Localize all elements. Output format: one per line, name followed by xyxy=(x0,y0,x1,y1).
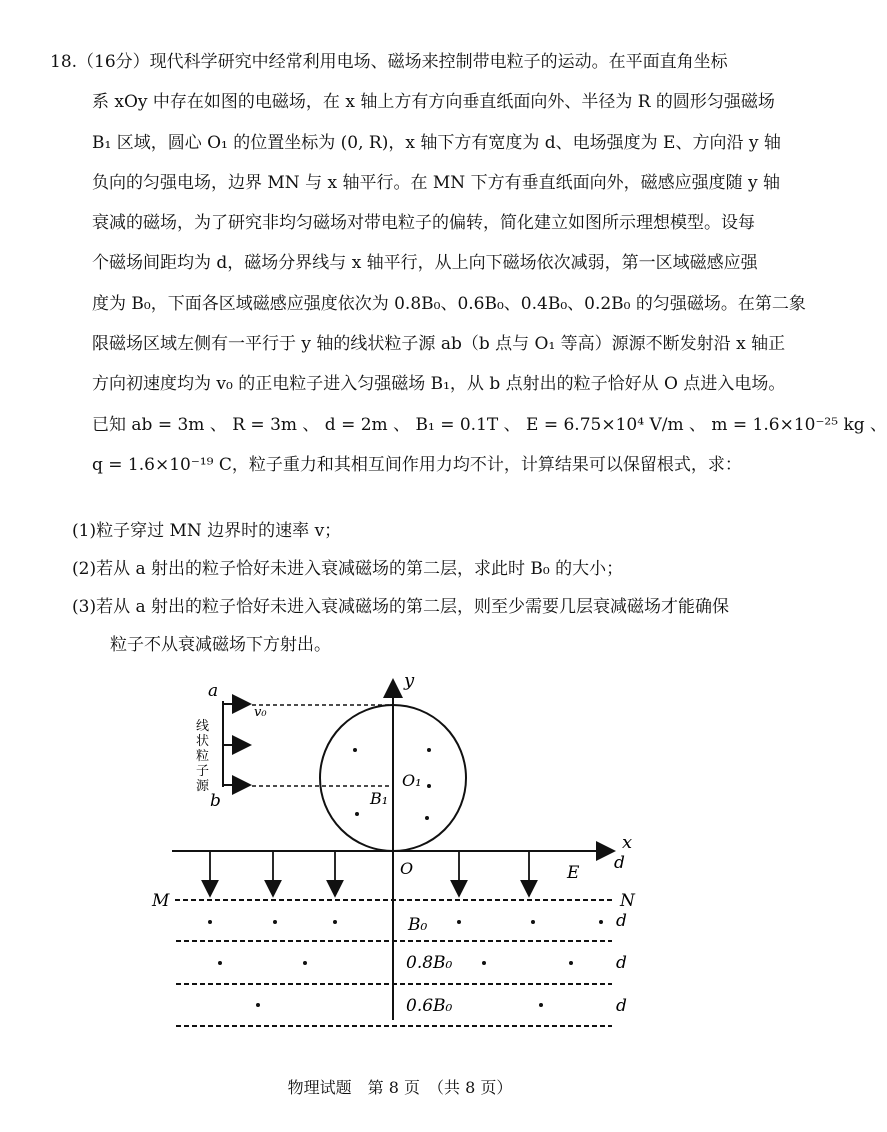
question-3: (3)若从 a 射出的粒子恰好未进入衰减磁场的第二层，则至少需要几层衰减磁场才能确保 xyxy=(72,597,730,617)
center-label: O₁ xyxy=(402,771,422,790)
field-dot xyxy=(427,784,431,788)
field-dot xyxy=(425,816,429,820)
y-axis-label: y xyxy=(404,670,415,691)
field-dot xyxy=(218,961,222,965)
m-label: M xyxy=(152,891,170,911)
problem-line: 系 xOy 中存在如图的电磁场，在 x 轴上方有方向垂直纸面向外、半径为 R 的圆形匀强磁场 xyxy=(92,92,775,113)
problem-line: q = 1.6×10⁻¹⁹ C，粒子重力和其相互间作用力均不计，计算结果可以保留根式，求： xyxy=(92,454,742,475)
x-axis-label: x xyxy=(622,832,633,853)
source-label: 线 状 粒 子 源 xyxy=(196,719,210,794)
layer-label: B₀ xyxy=(408,915,428,935)
question-3-continued: 粒子不从衰减磁场下方射出。 xyxy=(110,635,331,655)
d-label: d xyxy=(616,953,627,973)
point-a-label: a xyxy=(208,681,219,701)
problem-line: 负向的匀强电场，边界 MN 与 x 轴平行。在 MN 下方有垂直纸面向外，磁感应强度随 y 轴 xyxy=(92,172,780,193)
e-field-label: E xyxy=(567,863,580,883)
d-label: d xyxy=(616,996,627,1016)
d-label: d xyxy=(614,853,625,873)
field-dot xyxy=(482,961,486,965)
field-dot xyxy=(599,920,603,924)
origin-label: O xyxy=(400,859,414,878)
field-dot xyxy=(539,1003,543,1007)
d-label: d xyxy=(616,911,627,931)
question-1: (1)粒子穿过 MN 边界时的速率 v； xyxy=(72,521,342,541)
problem-line: 衰减的磁场，为了研究非均匀磁场对带电粒子的偏转，简化建立如图所示理想模型。设每 xyxy=(92,213,755,234)
field-dot xyxy=(427,748,431,752)
problem-line: B₁ 区域，圆心 O₁ 的位置坐标为 (0, R)，x 轴下方有宽度为 d、电场强度为 E、方向沿 y 轴 xyxy=(92,132,781,153)
v0-label: v₀ xyxy=(254,705,267,720)
field-dot xyxy=(303,961,307,965)
problem-line: 方向初速度均为 v₀ 的正电粒子进入匀强磁场 B₁，从 b 点射出的粒子恰好从 O 点进入电场。 xyxy=(92,374,786,395)
field-dot xyxy=(333,920,337,924)
field-dot xyxy=(256,1003,260,1007)
problem-line: 限磁场区域左侧有一平行于 y 轴的线状粒子源 ab（b 点与 O₁ 等高）源源不断发射沿 x 轴正 xyxy=(92,334,786,355)
problem-line: 已知 ab = 3m 、 R = 3m 、 d = 2m 、 B₁ = 0.1T 、 E = 6.75×10⁴ V/m 、 m = 1.6×10⁻²⁵ kg 、 xyxy=(92,414,887,435)
field-dot xyxy=(355,812,359,816)
problem-line: 18.（16分）现代科学研究中经常利用电场、磁场来控制带电粒子的运动。在平面直角坐标 xyxy=(50,52,728,72)
problem-line: 度为 B₀，下面各区域磁感应强度依次为 0.8B₀、0.6B₀、0.4B₀、0.2B₀ 的匀强磁场。在第二象 xyxy=(92,293,806,314)
field-dot xyxy=(531,920,535,924)
field-dot xyxy=(273,920,277,924)
point-b-label: b xyxy=(210,791,221,811)
field-dot xyxy=(353,748,357,752)
problem-statement xyxy=(50,42,887,485)
problem-line: 个磁场间距均为 d，磁场分界线与 x 轴平行，从上向下磁场依次减弱，第一区域磁感应强 xyxy=(92,253,758,274)
field-dot xyxy=(569,961,573,965)
physics-figure xyxy=(0,668,800,1068)
layer-label: 0.8B₀ xyxy=(406,953,453,973)
layer-label: 0.6B₀ xyxy=(406,996,453,1016)
question-list xyxy=(72,512,772,664)
n-label: N xyxy=(620,891,635,911)
field-dot xyxy=(208,920,212,924)
field-dot xyxy=(457,920,461,924)
question-2: (2)若从 a 射出的粒子恰好未进入衰减磁场的第二层，求此时 B₀ 的大小； xyxy=(72,559,624,579)
field-b1-label: B₁ xyxy=(370,789,389,808)
page-footer: 物理试题 第 8 页 （共 8 页） xyxy=(287,1078,513,1097)
